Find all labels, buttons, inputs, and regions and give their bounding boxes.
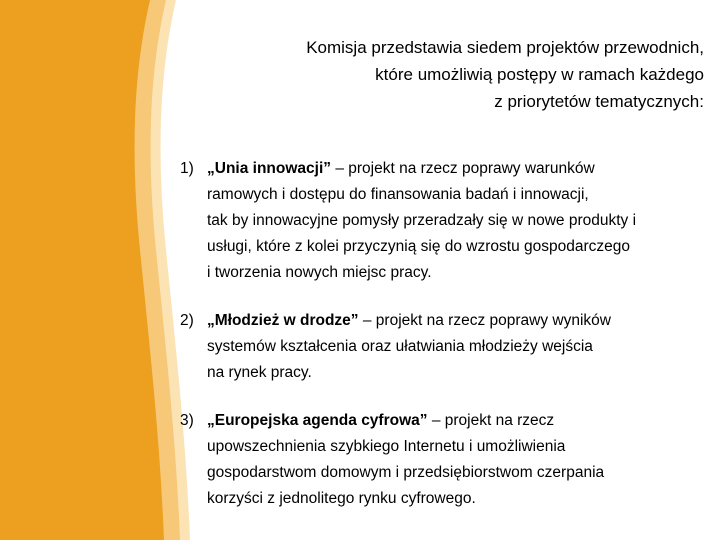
item-first-line [207,308,710,334]
item-line: gospodarstwom domowym i przedsiębiorstwom czerpania [207,464,605,481]
item-title: „Europejska agenda cyfrowa” [207,412,428,429]
item-description: – projekt na rzecz poprawy warunków [331,160,595,177]
flagship-project-list [180,156,710,512]
heading-line: które umożliwią postępy w ramach każdego [375,65,704,84]
heading-line: z priorytetów tematycznych: [494,92,704,111]
list-item [180,156,710,286]
item-description: – projekt na rzecz poprawy wyników [358,312,611,329]
item-line: upowszechnienia szybkiego Internetu i umożliwienia [207,438,566,455]
item-title: „Unia innowacji” [207,160,332,177]
list-item [180,308,710,386]
list-item [180,408,710,512]
item-line: ramowych i dostępu do finansowania badań i innowacji, [207,186,589,203]
item-line: i tworzenia nowych miejsc pracy. [207,264,432,281]
item-description: – projekt na rzecz [427,412,555,429]
item-line: tak by innowacyjne pomysły przeradzały się w nowe produkty i [207,212,637,229]
item-line: korzyści z jednolitego rynku cyfrowego. [207,490,476,507]
item-line: usługi, które z kolei przyczynią się do wzrostu gospodarczego [207,238,631,255]
item-number: 2) [180,312,194,329]
item-number: 3) [180,412,194,429]
item-first-line [207,408,710,434]
item-number: 1) [180,160,194,177]
item-line: na rynek pracy. [207,364,312,381]
heading-line: Komisja przedstawia siedem projektów przewodnich, [306,38,704,57]
item-title: „Młodzież w drodze” [207,312,359,329]
slide-heading [164,34,704,115]
item-line: systemów kształcenia oraz ułatwiania młodzieży wejścia [207,338,593,355]
item-first-line [207,156,710,182]
